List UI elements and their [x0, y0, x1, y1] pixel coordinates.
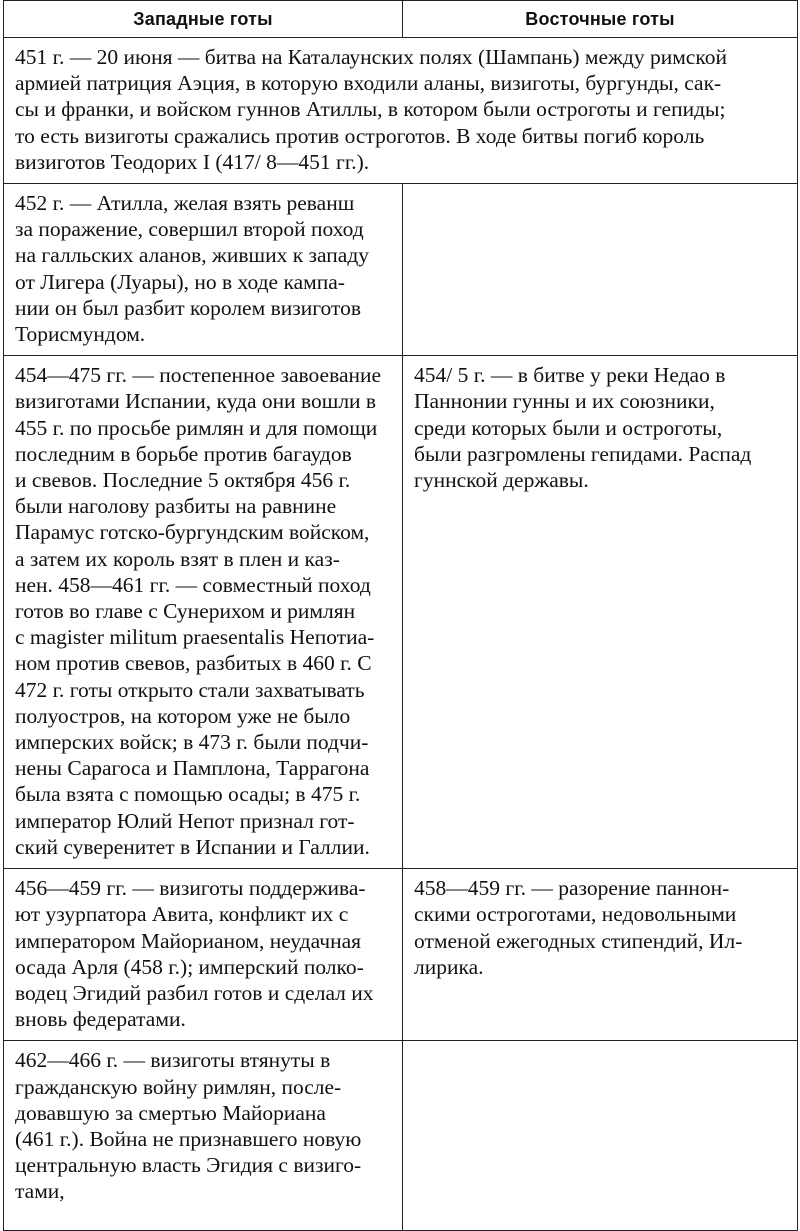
cell-text-line: последним в борьбе против багаудов	[15, 441, 352, 466]
cell-text-line: были наголову разбиты на равнине	[15, 494, 337, 519]
cell-text-line: Торисмундом.	[15, 322, 146, 347]
cell-text-line: нии он был разбит королем визиготов	[15, 295, 362, 320]
header-eastern-goths: Восточные готы	[403, 1, 798, 38]
cell-eastern	[403, 869, 798, 1041]
cell-text-line: полуостров, на котором уже не было	[15, 703, 351, 728]
cell-merged	[4, 38, 798, 184]
cell-text-line: нены Сарагоса и Памплона, Таррагона	[15, 756, 370, 781]
cell-text-line: 454/ 5 г. — в битве у реки Недао в	[414, 363, 726, 388]
cell-text-line: ский суверенитет в Испании и Галлии.	[15, 834, 370, 859]
cell-text-line: с magister militum praesentalis Непотиа-	[15, 625, 375, 650]
table-row	[4, 869, 798, 1041]
cell-text-line: императором Майорианом, неудачная	[15, 928, 362, 953]
cell-text-line: 472 г. готы открыто стали захватывать	[15, 677, 365, 702]
cell-text-line: визиготами Испании, куда они вошли в	[15, 389, 377, 414]
cell-text-line: готов во главе с Сунерихом и римлян	[15, 599, 356, 624]
cell-text-line: 462—466 г. — визиготы втянуты в	[15, 1048, 331, 1073]
cell-text-line: лирика.	[414, 954, 484, 979]
table-row	[4, 356, 798, 869]
cell-text-line: Парамус готско-бургундским войском,	[15, 520, 370, 545]
cell-text-line: имперских войск; в 473 г. были подчи-	[15, 730, 369, 755]
cell-western	[4, 356, 403, 869]
cell-text-line: от Лигера (Луары), но в ходе кампа-	[15, 269, 345, 294]
cell-text-line: была взята с помощью осады; в 475 г.	[15, 782, 361, 807]
cell-text-line: а затем их король взят в плен и каз-	[15, 546, 340, 571]
cell-text-line: ном против свевов, разбитых в 460 г. С	[15, 651, 372, 676]
cell-text-line: гражданскую войну римлян, после-	[15, 1074, 342, 1099]
cell-text-line: осада Арля (458 г.); имперский полко-	[15, 954, 364, 979]
cell-text-line: нен. 458—461 гг. — совместный поход	[15, 572, 371, 597]
cell-text-line: скими остроготами, недовольными	[414, 902, 737, 927]
cell-text-line: центральную власть Эгидия с визиго-	[15, 1153, 362, 1178]
cell-text-line: 452 г. — Атилла, желая взять реванш	[15, 191, 355, 216]
cell-text-line: гуннской державы.	[414, 468, 589, 493]
cell-eastern	[403, 184, 798, 356]
cell-text-line: 455 г. по просьбе римлян и для помощи	[15, 415, 378, 440]
cell-text-line: то есть визиготы сражались против остроготов. В ходе битвы погиб король	[15, 123, 705, 148]
cell-text-line: отменой ежегодных стипендий, Ил-	[414, 928, 743, 953]
cell-text-line: армией патриция Аэция, в которую входили аланы, визиготы, бургунды, сак-	[15, 71, 722, 96]
cell-western	[4, 184, 403, 356]
cell-text-line: сы и франки, и войском гуннов Атиллы, в котором были остроготы и гепиды;	[15, 97, 726, 122]
cell-text-line: (461 г.). Война не признавшего новую	[15, 1126, 362, 1151]
cell-text-line: император Юлий Непот признал гот-	[15, 808, 355, 833]
table-row	[4, 184, 798, 356]
cell-text-line: 451 г. — 20 июня — битва на Каталаунских полях (Шампань) между римской	[15, 45, 727, 69]
cell-western	[4, 1041, 403, 1231]
header-western-goths: Западные готы	[4, 1, 403, 38]
cell-text-line: на галльских аланов, живших к западу	[15, 243, 370, 268]
cell-text-line: за поражение, совершил второй поход	[15, 217, 364, 242]
table-row	[4, 38, 798, 184]
cell-text-line: 454—475 гг. — постепенное завоевание	[15, 363, 382, 388]
cell-text-line: водец Эгидий разбил готов и сделал их	[15, 980, 374, 1005]
cell-text-line: тами,	[15, 1179, 65, 1204]
cell-text-line: 458—459 гг. — разорение паннон-	[414, 876, 730, 901]
header-row	[4, 1, 798, 38]
cell-text-line: были разгромлены гепидами. Распад	[414, 441, 752, 466]
cell-eastern	[403, 1041, 798, 1231]
cell-western	[4, 869, 403, 1041]
cell-text-line: визиготов Теодорих I (417/ 8—451 гг.).	[15, 149, 370, 174]
table-row	[4, 1041, 798, 1231]
chronology-table	[3, 0, 798, 1231]
cell-text-line: и свевов. Последние 5 октября 456 г.	[15, 468, 351, 493]
cell-text-line: 456—459 гг. — визиготы поддержива-	[15, 876, 366, 901]
cell-text-line: вновь федератами.	[15, 1007, 186, 1032]
cell-eastern	[403, 356, 798, 869]
cell-text-line: среди которых были и остроготы,	[414, 415, 723, 440]
cell-text-line: довавшую за смертью Майориана	[15, 1100, 326, 1125]
cell-text-line: ют узурпатора Авита, конфликт их с	[15, 902, 349, 927]
cell-text-line: Паннонии гунны и их союзники,	[414, 389, 715, 414]
